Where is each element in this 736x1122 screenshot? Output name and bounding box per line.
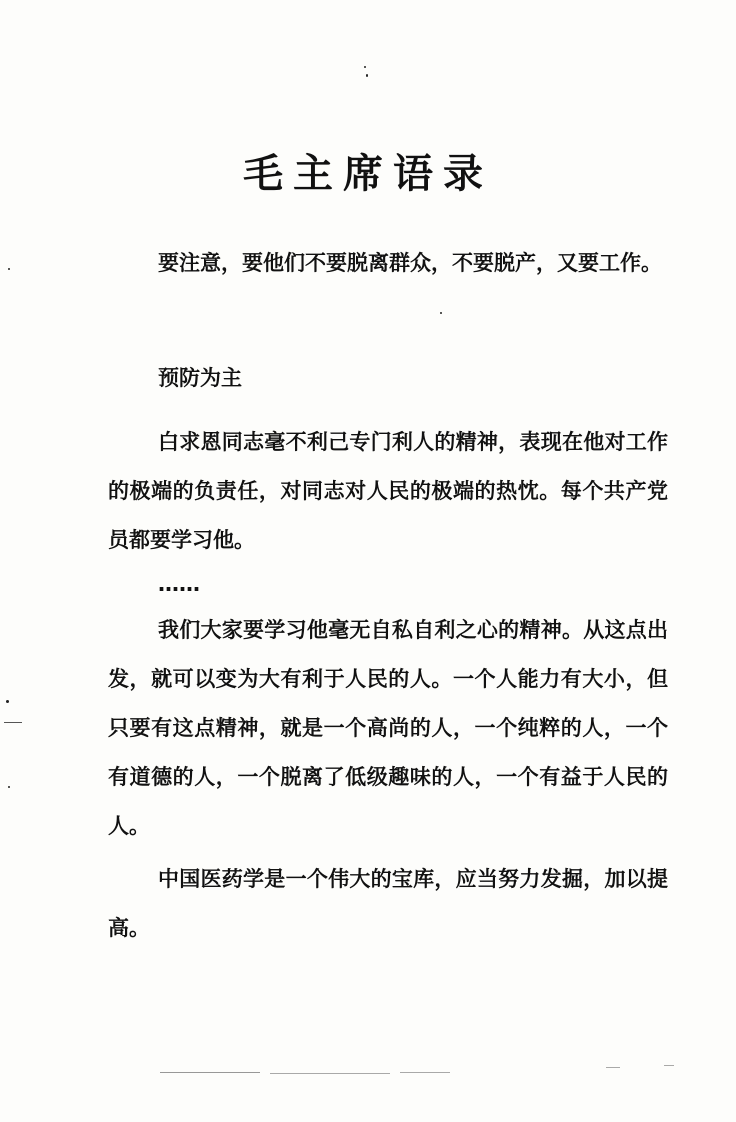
scan-mark xyxy=(606,1067,620,1068)
quote-paragraph-5: 中国医药学是一个伟大的宝库，应当努力发掘，加以提高。 xyxy=(108,867,668,940)
scan-mark xyxy=(4,722,22,723)
scan-mark xyxy=(664,1065,674,1066)
quote-paragraph-3: 白求恩同志毫不利己专门利人的精神，表现在他对工作的极端的负责任，对同志对人民的极端的热忱。每个共产党员都要学习他。 xyxy=(108,430,668,552)
scan-speck xyxy=(8,786,10,788)
scan-speck xyxy=(364,66,366,68)
scan-speck xyxy=(366,74,368,77)
scan-speck xyxy=(8,268,10,270)
scan-mark xyxy=(400,1072,450,1073)
quote-paragraph-4: 我们大家要学习他毫无自私自利之心的精神。从这点出发，就可以变为大有利于人民的人。一个人能力有大小，但只要有这点精神，就是一个高尚的人，一个纯粹的人，一个有道德的人，一个脱离了低级趣味的人，一个有益于人民的人。 xyxy=(108,618,668,838)
ellipsis-separator: …… xyxy=(158,572,200,596)
scan-speck xyxy=(440,312,442,314)
quote-paragraph-1: 要注意，要他们不要脱离群众，不要脱产，又要工作。 xyxy=(158,251,662,275)
scan-mark xyxy=(270,1073,390,1074)
quote-paragraph-2: 预防为主 xyxy=(158,366,242,390)
page-title: 毛主席语录 xyxy=(243,150,493,197)
scan-speck xyxy=(6,700,9,703)
scan-mark xyxy=(160,1072,260,1073)
